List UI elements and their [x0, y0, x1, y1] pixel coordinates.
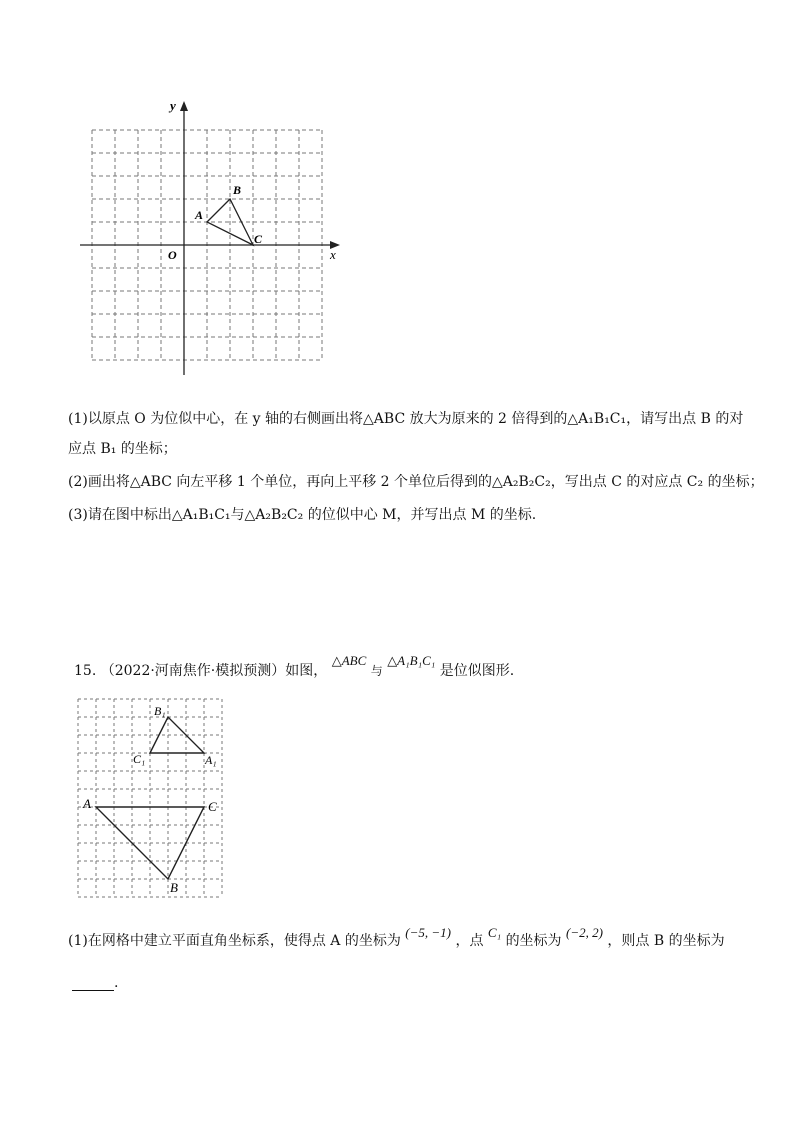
point-c-label-2: C: [208, 799, 217, 814]
q1-text-part1: (1)在网格中建立平面直角坐标系，使得点 A 的坐标为: [68, 933, 401, 949]
coord-a-value: (−5, −1): [405, 925, 451, 940]
x-axis-label: x: [330, 247, 336, 262]
y-axis-arrow: [180, 101, 188, 111]
point-b-label-2: B: [170, 880, 178, 895]
y-axis-label: y: [170, 98, 176, 113]
q1-text-part4: ，则点 B 的坐标为: [607, 933, 725, 949]
triangle-abc-notation: △ABC: [331, 653, 367, 668]
point-b-label: B: [233, 183, 242, 197]
point-c1-label: C₁: [133, 752, 146, 766]
answer-end: .: [114, 975, 119, 991]
triangle-a1b1c1-notation: △A₁B₁C₁: [387, 653, 436, 668]
problem15-number: 15.: [74, 663, 97, 679]
point-c-label: C: [254, 232, 263, 246]
problem15-ending: 是位似图形.: [439, 663, 515, 679]
problem15-header: [74, 653, 515, 680]
point-c1-symbol: C₁: [487, 925, 502, 940]
point-a-label-2: A: [83, 796, 91, 811]
point-a1-label: A₁: [205, 753, 217, 767]
answer-blank[interactable]: [72, 976, 114, 991]
problem15-q1: [68, 925, 725, 950]
problem14-q3: (3)请在图中标出△A₁B₁C₁与△A₂B₂C₂ 的位似中心 M，并写出点 M 的坐标.: [68, 507, 537, 523]
problem14-q2: (2)画出将△ABC 向左平移 1 个单位，再向上平移 2 个单位后得到的△A₂B₂C₂，写出点 C 的对应点 C₂ 的坐标；: [68, 474, 764, 490]
dashed-grid-2: [78, 699, 222, 897]
problem15-source: （2022·河南焦作·模拟预测）如图，: [100, 663, 328, 679]
origin-label: O: [168, 248, 177, 262]
coord-c1-value: (−2, 2): [566, 925, 603, 940]
q1-text-part2: ，点: [455, 933, 484, 949]
answer-line: [72, 975, 118, 991]
q1-text-part3: 的坐标为: [505, 933, 562, 949]
problem14-q1-line1: (1)以原点 O 为位似中心，在 y 轴的右侧画出将△ABC 放大为原来的 2 倍得到的△A₁B₁C₁，请写出点 B 的对: [68, 411, 744, 427]
coordinate-figure: [80, 95, 350, 385]
point-b1-label: B₁: [154, 704, 166, 718]
problem14-q1-line2: 应点 B₁ 的坐标；: [68, 441, 177, 457]
similar-triangles-figure: [70, 695, 235, 905]
point-a-label: A: [195, 208, 204, 222]
problem15-connector: 与: [370, 664, 383, 678]
